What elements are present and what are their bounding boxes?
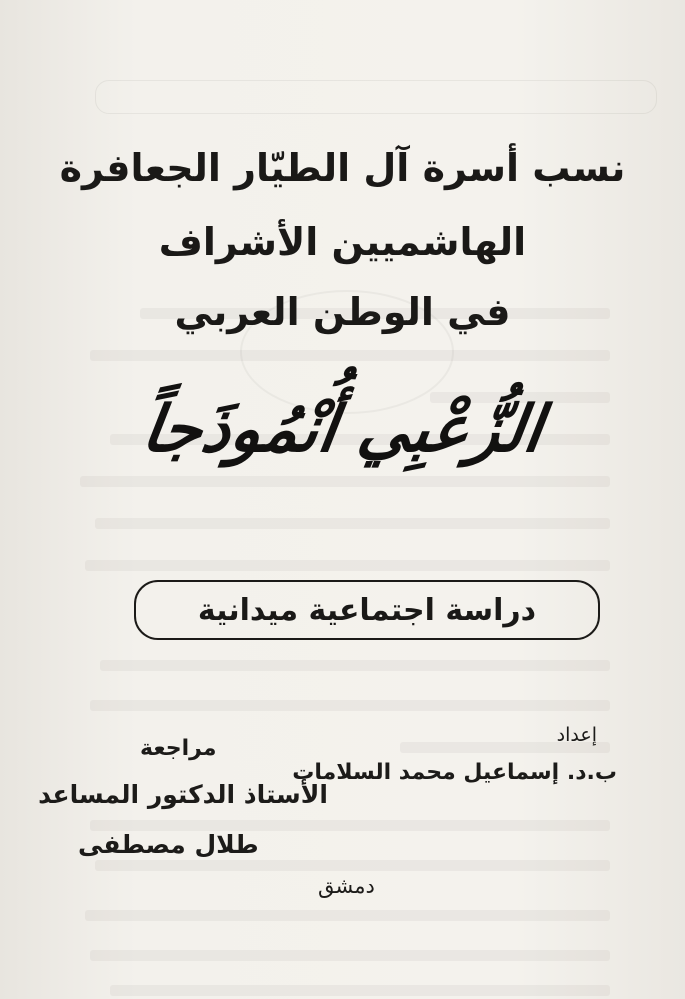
ghost-line bbox=[80, 476, 610, 487]
study-type-frame bbox=[134, 580, 600, 640]
ghost-line bbox=[95, 518, 610, 529]
ghost-line bbox=[100, 660, 610, 671]
calligraphy-subtitle: الزُّعْبِي أُنْمُوذَجاً bbox=[137, 392, 548, 467]
ghost-line bbox=[85, 560, 610, 571]
ghost-line bbox=[110, 985, 610, 996]
ghost-header-box bbox=[95, 80, 657, 114]
ghost-line bbox=[90, 700, 610, 711]
study-type-label: دراسة اجتماعية ميدانية bbox=[197, 592, 537, 628]
book-title-line-2: الهاشميين الأشراف bbox=[158, 220, 527, 264]
publication-city: دمشق bbox=[318, 874, 375, 898]
prepared-by-label: إعداد bbox=[556, 724, 597, 746]
reviewer-name: طلال مصطفى bbox=[78, 830, 259, 859]
ghost-line bbox=[90, 350, 610, 361]
book-title-line-3: في الوطن العربي bbox=[174, 290, 511, 334]
reviewer-title: الأستاذ الدكتور المساعد bbox=[38, 780, 328, 809]
reviewed-by-label: مراجعة bbox=[140, 736, 217, 761]
ghost-line bbox=[90, 950, 610, 961]
book-title-line-1: نسب أسرة آل الطيّار الجعافرة bbox=[59, 146, 626, 190]
ghost-line bbox=[95, 860, 610, 871]
author-name: ب.د. إسماعيل محمد السلامات bbox=[292, 760, 617, 785]
ghost-line bbox=[85, 910, 610, 921]
